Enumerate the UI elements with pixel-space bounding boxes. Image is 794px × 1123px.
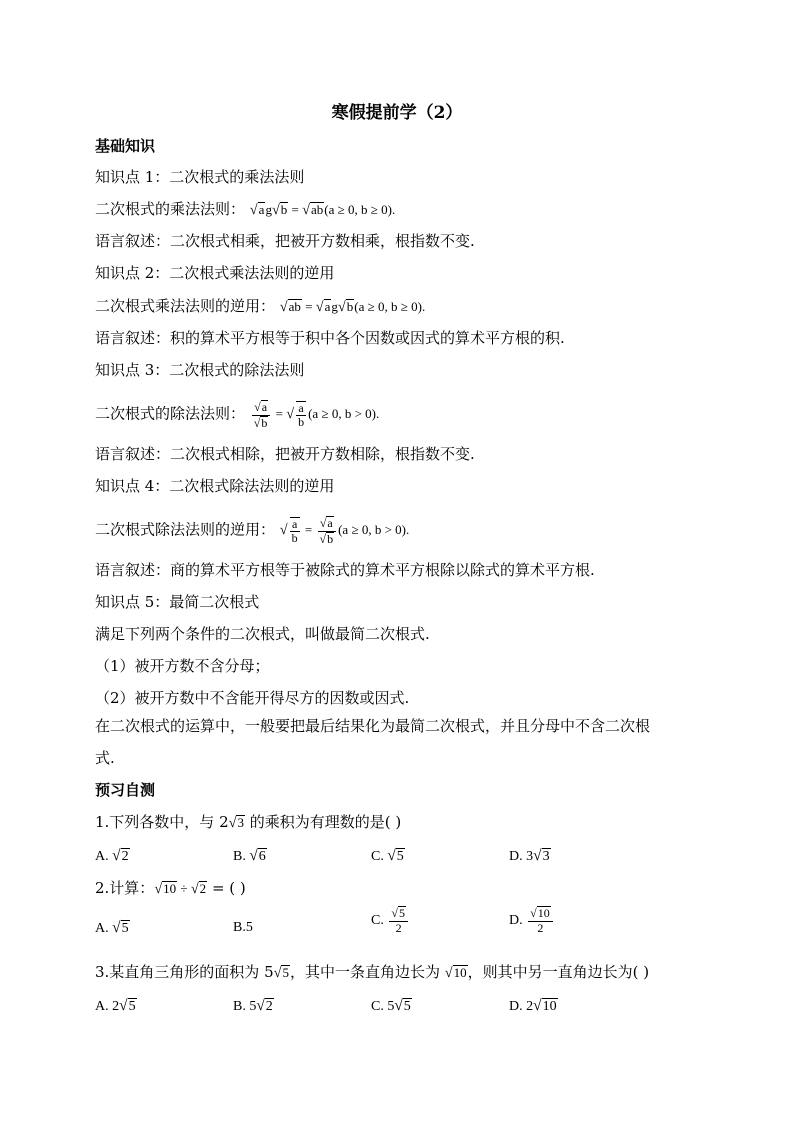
k5-condition-1: （1）被开方数不含分母；: [95, 657, 270, 675]
q3-option-b[interactable]: B. 5√2: [233, 997, 273, 1014]
numerator-a: a: [290, 518, 300, 533]
equals-sign: =: [304, 522, 313, 538]
q3-stem-mid: ，其中一条直角边长为: [289, 963, 445, 981]
fraction-a-over-b: [296, 401, 306, 431]
radicand-a: a: [258, 202, 265, 217]
k1-rule: [95, 199, 395, 220]
k3-rule: [95, 400, 379, 431]
q1-stem-suffix: 的乘积为有理数的是( ): [244, 813, 402, 831]
q1-option-c[interactable]: C. √5: [371, 847, 404, 864]
radicand-a: a: [261, 400, 268, 414]
radicand-a: a: [327, 516, 333, 530]
q1-option-b[interactable]: B. √6: [233, 847, 266, 864]
q2-option-a[interactable]: A. √5: [95, 919, 129, 936]
q3-option-c[interactable]: C. 5√5: [371, 997, 411, 1014]
k1-formula: √ag√b = √ab(a ≥ 0, b ≥ 0).: [249, 202, 396, 218]
k3-rule-prefix: 二次根式的除法法则：: [95, 404, 246, 423]
equals-sign: =: [305, 299, 313, 314]
q2-option-d[interactable]: D. $\frac{√10}{2}$: [509, 906, 555, 936]
k3-condition: (a ≥ 0, b > 0).: [308, 406, 380, 422]
radicand-b: b: [280, 202, 288, 217]
denominator-b: b: [291, 531, 298, 546]
section-basic-knowledge: 基础知识: [95, 137, 156, 155]
radicand-b: b: [346, 299, 354, 314]
k1-condition: (a ≥ 0, b ≥ 0).: [324, 202, 396, 217]
k5-condition-2: （2）被开方数中不含能开得尽方的因数或因式.: [95, 689, 410, 707]
radicand-ab: ab: [288, 299, 301, 314]
k4-heading: 知识点 4：二次根式除法法则的逆用: [95, 477, 335, 495]
radicand-b: b: [327, 531, 334, 546]
k5-note-line-2: 式.: [95, 749, 115, 767]
q1-option-a[interactable]: A. √2: [95, 847, 129, 864]
q3-stem: 3.某直角三角形的面积为 5√5，其中一条直角边长为 √10，则其中另一直角边长为( ): [95, 963, 650, 981]
k1-statement: 语言叙述：二次根式相乘，把被开方数相乘，根指数不变.: [95, 232, 475, 250]
q1-stem-prefix: 1.下列各数中，与 2: [95, 813, 229, 831]
q3-option-d[interactable]: D. 2√10: [509, 997, 557, 1014]
numerator-a: a: [296, 402, 306, 417]
q3-radicand-2: 10: [453, 965, 467, 980]
q2-option-c[interactable]: C. $\frac{√5}{2}$: [371, 906, 410, 936]
k3-heading: 知识点 3：二次根式的除法法则: [95, 361, 305, 379]
equals-sign: =: [275, 406, 283, 422]
k1-rule-prefix: 二次根式的乘法法则：: [95, 200, 246, 218]
k4-formula: √ $\frac{a}{b}$ = $\frac{√a}{√b}$ (a ≥ 0, b > 0).: [279, 516, 410, 546]
denominator-b: b: [298, 415, 305, 430]
q3-radicand-1: 5: [282, 965, 289, 980]
fraction-sqrt-a-over-sqrt-b: $\frac{√a}{√b}$: [318, 516, 337, 547]
k2-heading: 知识点 2：二次根式乘法法则的逆用: [95, 264, 335, 282]
equals-sign: =: [291, 202, 299, 217]
q2-stem-prefix: 2.计算：: [95, 879, 155, 897]
q2-option-b[interactable]: B.5: [233, 920, 253, 935]
k4-statement: 语言叙述：商的算术平方根等于被除式的算术平方根除以除式的算术平方根.: [95, 561, 595, 579]
k5-intro: 满足下列两个条件的二次根式，叫做最简二次根式.: [95, 625, 430, 643]
k4-rule-prefix: 二次根式除法法则的逆用：: [95, 520, 276, 539]
radicand-a: a: [324, 299, 331, 314]
k2-rule-prefix: 二次根式乘法法则的逆用：: [95, 297, 276, 315]
fraction-a-over-b: [290, 517, 300, 547]
q1-stem-radicand: 3: [237, 815, 244, 830]
q1-stem: 1.下列各数中，与 2√3 的乘积为有理数的是( ): [95, 813, 402, 831]
section-preview-test: 预习自测: [95, 781, 156, 799]
k2-statement: 语言叙述：积的算术平方根等于积中各个因数或因式的算术平方根的积.: [95, 329, 565, 347]
q2-radicand-2: 2: [199, 881, 207, 896]
fraction-sqrt-a-over-sqrt-b: $\frac{√a}{√b}$: [252, 400, 271, 431]
page-title: 寒假提前学（2）: [331, 103, 463, 123]
k2-rule: [95, 296, 425, 317]
q2-radicand-1: 10: [163, 881, 177, 896]
k4-rule: [95, 516, 409, 547]
q3-option-a[interactable]: A. 2√5: [95, 997, 136, 1014]
radicand-b: b: [261, 415, 268, 430]
k5-heading: 知识点 5：最简二次根式: [95, 593, 260, 611]
k1-heading: 知识点 1：二次根式的乘法法则: [95, 168, 305, 186]
k2-formula: √ab = √ag√b(a ≥ 0, b ≥ 0).: [279, 299, 426, 315]
q3-stem-prefix: 3.某直角三角形的面积为 5: [95, 963, 274, 981]
k5-note-line-1: 在二次根式的运算中，一般要把最后结果化为最简二次根式，并且分母中不含二次根: [95, 717, 651, 735]
q2-stem: 2.计算：√10 ÷ √2 = ( ): [95, 879, 246, 897]
dot-symbol: g: [331, 299, 338, 314]
radicand-ab: ab: [311, 202, 324, 217]
k3-formula: $\frac{√a}{√b}$ = √ $\frac{a}{b}$ (a ≥ 0, b > 0).: [253, 400, 380, 430]
q3-stem-suffix: ，则其中另一直角边长为( ): [467, 963, 650, 981]
k2-condition: (a ≥ 0, b ≥ 0).: [354, 299, 426, 314]
dot-symbol: g: [265, 202, 272, 217]
k4-condition: (a ≥ 0, b > 0).: [338, 522, 410, 538]
q2-stem-suffix: = ( ): [207, 879, 246, 897]
divide-sign: ÷: [177, 881, 191, 896]
q1-option-d[interactable]: D. 3√3: [509, 847, 550, 864]
k3-statement: 语言叙述：二次根式相除，把被开方数相除，根指数不变.: [95, 445, 475, 463]
